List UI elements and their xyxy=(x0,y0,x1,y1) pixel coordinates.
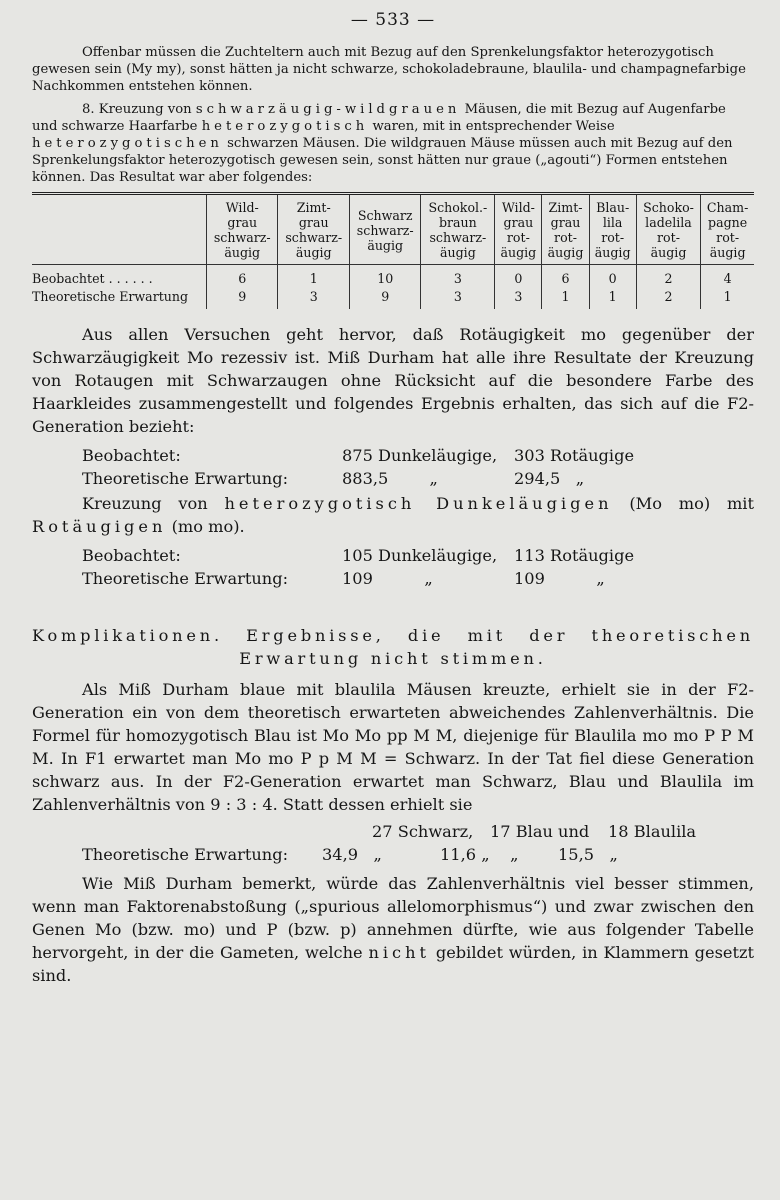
table-header-cell: Cham- pagne rot- äugig xyxy=(701,194,754,265)
p6-text-a: Wie Miß Durham bemerkt, würde das Zahlenverhältnis viel besser stimmen, wenn man Faktorenabstoßung („spurious allelomorphismus“) und zwar zwischen den Genen Mo (bzw. mo) und P (bzw. p) annehmen dürfte, wie aus folgender Tabelle hervorgeht, in der die Gameten, welche xyxy=(32,874,754,962)
results-block-1 xyxy=(32,444,754,490)
result-value: 883,5 „ xyxy=(342,469,438,488)
result-label: Beobachtet: xyxy=(82,446,181,465)
table-cell: 1 xyxy=(589,287,636,309)
results-table xyxy=(32,192,754,309)
p2-spaced-2: heterozygotisch xyxy=(201,119,369,134)
result-label: Theoretische Erwartung: xyxy=(82,569,289,588)
result-label xyxy=(32,820,372,843)
table-cell: 1 xyxy=(542,287,589,309)
p2-text-a: 8. Kreuzung von xyxy=(82,102,196,117)
result-value: 34,9 „ xyxy=(322,845,382,864)
table-header-row xyxy=(32,194,754,265)
result-value: 303 Rotäugige xyxy=(514,446,635,465)
result-value: 15,5 „ xyxy=(558,845,618,864)
result-row xyxy=(32,843,754,866)
result-label: Theoretische Erwartung: xyxy=(82,845,289,864)
table-row-observed xyxy=(32,265,754,288)
table-cell: 3 xyxy=(421,287,495,309)
table-header-cell: Blau- lila rot- äugig xyxy=(589,194,636,265)
p4-text-b: (Mo mo) mit xyxy=(612,494,754,513)
paragraph-2 xyxy=(32,101,754,186)
result-value: 17 Blau und xyxy=(490,822,590,841)
table-cell: 4 xyxy=(701,265,754,288)
page-number: — 533 — xyxy=(350,10,436,30)
result-value: 109 „ xyxy=(514,569,605,588)
table-cell: 10 xyxy=(349,265,420,288)
paragraph-1: Offenbar müssen die Zuchteltern auch mit Bezug auf den Sprenkelungsfaktor heterozygotisch gewesen sein (My my), sonst hätten ja nicht schwarze, schokoladebraune, blaulila- und champagnefarbige Nachkommen entstehen können. xyxy=(32,45,746,94)
table-cell: 2 xyxy=(636,287,701,309)
section-heading-line-1: Komplikationen. Ergebnisse, die mit der theoretischen xyxy=(32,626,754,645)
p4-text-c: (mo mo). xyxy=(166,517,245,536)
paragraph-5: Als Miß Durham blaue mit blaulila Mäusen kreuzte, erhielt sie in der F2-Generation ein von dem theoretisch erwarteten abweichendes Zahlenverhältnis. Die Formel für homozygotisch Blau ist Mo Mo pp M M, diejenige für Blaulila mo mo P P M M. In F1 erwartet man Mo mo P p M M = Schwarz. In der Tat fiel diese Generation schwarz aus. In der F2-Generation erwartet man Schwarz, Blau und Blaulila im Zahlenverhältnis von 9 : 3 : 4. Statt dessen erhielt sie xyxy=(32,680,754,814)
paragraph-4 xyxy=(32,492,754,538)
results-table-wrapper xyxy=(32,192,754,309)
results-block-2 xyxy=(32,544,754,590)
table-cell: 1 xyxy=(701,287,754,309)
result-row xyxy=(32,820,754,843)
p2-text-d: schwarzen Mäusen. Die wildgrauen Mäuse müssen auch mit Bezug auf den Sprenkelungsfaktor heterozygotisch gewesen sein, sonst hätten nur graue („agouti“) Formen entstehen können. Das Resultat war aber folgendes: xyxy=(32,136,733,185)
table-cell: 3 xyxy=(421,265,495,288)
results-block-3 xyxy=(32,820,754,866)
result-row xyxy=(32,467,754,490)
row-label-observed: Beobachtet . . . . . . xyxy=(32,271,153,286)
table-cell: 6 xyxy=(542,265,589,288)
result-label: Beobachtet: xyxy=(82,546,181,565)
table-header-cell: Wild- grau schwarz- äugig xyxy=(207,194,278,265)
paragraph-3: Aus allen Versuchen geht hervor, daß Rotäugigkeit mo gegenüber der Schwarzäugigkeit Mo rezessiv ist. Miß Durham hat alle ihre Resultate der Kreuzung von Rotaugen mit Schwarzaugen ohne Rücksicht auf die besondere Farbe des Haarkleides zusammengestellt und folgendes Ergebnis erhalten, das sich auf die F2-Generation bezieht: xyxy=(32,325,754,436)
table-cell: 1 xyxy=(278,265,349,288)
table-row-expected xyxy=(32,287,754,309)
table-cell: 2 xyxy=(636,265,701,288)
p2-text-c: waren, mit in entsprechender Weise xyxy=(368,119,615,134)
result-value: 875 Dunkeläugige, xyxy=(342,446,498,465)
p2-text-b: Mäusen, die mit Bezug auf Augenfarbe und schwarze Haarfarbe xyxy=(32,102,726,134)
result-row xyxy=(32,544,754,567)
table-header-cell: Wild- grau rot- äugig xyxy=(495,194,542,265)
table-header-cell: Zimt- grau rot- äugig xyxy=(542,194,589,265)
table-cell: 3 xyxy=(278,287,349,309)
table-corner-cell xyxy=(32,194,207,265)
result-value: 105 Dunkeläugige, xyxy=(342,546,498,565)
result-value: 27 Schwarz, xyxy=(372,822,474,841)
result-row xyxy=(32,444,754,467)
result-value: 294,5 „ xyxy=(514,469,585,488)
section-heading xyxy=(32,624,754,670)
table-header-cell: Schokol.- braun schwarz- äugig xyxy=(421,194,495,265)
p6-spaced: nicht xyxy=(368,943,431,962)
p4-spaced-2: Rotäugigen xyxy=(32,517,167,536)
paragraph-6 xyxy=(32,872,754,987)
result-value: 113 Rotäugige xyxy=(514,546,635,565)
table-header-cell: Zimt- grau schwarz- äugig xyxy=(278,194,349,265)
result-value: 18 Blaulila xyxy=(608,822,697,841)
result-value: 11,6 „ „ xyxy=(440,845,519,864)
section-heading-line-2: Erwartung nicht stimmen. xyxy=(239,649,547,668)
table-header-cell: Schoko- ladelila rot- äugig xyxy=(636,194,701,265)
result-label: Theoretische Erwartung: xyxy=(82,469,289,488)
result-value: 109 „ xyxy=(342,569,433,588)
p2-spaced-1: schwarzäugig-wildgrauen xyxy=(195,102,461,117)
table-cell: 9 xyxy=(207,287,278,309)
p2-spaced-3: heterozygotischen xyxy=(32,136,223,151)
table-header-cell: Schwarz schwarz- äugig xyxy=(349,194,420,265)
table-cell: 3 xyxy=(495,287,542,309)
table-cell: 0 xyxy=(589,265,636,288)
row-label-expected: Theoretische Erwartung xyxy=(32,289,189,304)
p4-text-a: Kreuzung von xyxy=(82,494,225,513)
result-row xyxy=(32,567,754,590)
p6-text-b: gebildet würden, in Klammern gesetzt sind. xyxy=(32,943,755,985)
table-cell: 6 xyxy=(207,265,278,288)
table-cell: 0 xyxy=(495,265,542,288)
table-cell: 9 xyxy=(349,287,420,309)
p4-spaced-1: heterozygotisch Dunkeläugigen xyxy=(224,494,613,513)
